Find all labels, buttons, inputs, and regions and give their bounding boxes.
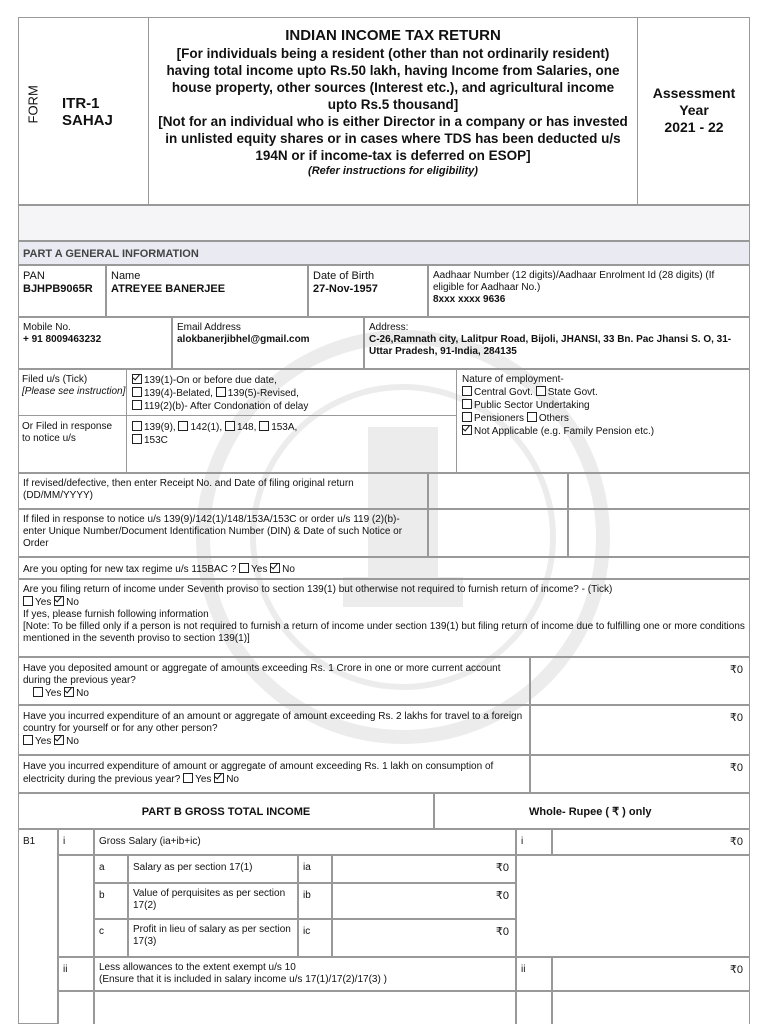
checkbox-153c[interactable] xyxy=(132,434,142,444)
dob-value: 27-Nov-1957 xyxy=(313,283,378,295)
form-label: FORM xyxy=(25,85,41,124)
option-label: 119(2)(b)- After Condonation of delay xyxy=(144,401,309,412)
regime-row xyxy=(18,557,750,579)
seventh-proviso-row xyxy=(18,579,750,657)
checkbox-139-1[interactable] xyxy=(132,374,142,384)
part-b-title: PART B GROSS TOTAL INCOME xyxy=(18,793,434,829)
form-label-vertical xyxy=(24,85,48,129)
aadhaar-value: 8xxx xxxx 9636 xyxy=(433,294,506,305)
travel-question-cell xyxy=(18,705,530,755)
filed-options xyxy=(132,374,452,413)
less-allowances-amount[interactable]: ₹0 xyxy=(552,957,750,991)
gross-salary-label: Gross Salary (ia+ib+ic) xyxy=(94,829,516,855)
email-cell xyxy=(172,317,364,369)
yes-label: Yes xyxy=(251,564,268,575)
salary-17-1-label: Salary as per section 17(1) xyxy=(128,855,298,883)
less-allowances-label: Less allowances to the extent exempt u/s 10 xyxy=(99,962,296,973)
option-label: 139(4)-Belated, xyxy=(144,388,213,399)
option-label: 139(5)-Revised, xyxy=(227,388,299,399)
option-label: 139(9), xyxy=(144,422,176,433)
form-name: SAHAJ xyxy=(62,112,113,129)
next-row-cell xyxy=(516,991,552,1024)
electricity-question: Have you incurred expenditure of amount or aggregate of amount exceeding Rs. 1 lakh on consumption of electricity during the previous year? xyxy=(23,761,494,785)
dob-label: Date of Birth xyxy=(313,270,375,282)
checkbox-142-1[interactable] xyxy=(178,421,188,431)
instructions-note: (Refer instructions for eligibility) xyxy=(308,165,478,177)
less-allowances-cell xyxy=(94,957,516,991)
yes-label: Yes xyxy=(35,736,52,747)
form-title-block xyxy=(156,27,630,178)
form-code-block xyxy=(62,95,113,129)
next-row-cell xyxy=(94,991,516,1024)
aadhaar-cell xyxy=(428,265,750,317)
notice-options xyxy=(132,421,342,447)
yes-label: Yes xyxy=(35,597,52,608)
email-value: alokbanerjibhel@gmail.com xyxy=(177,334,310,345)
spacer-cell xyxy=(58,855,94,957)
notice-question: If filed in response to notice u/s 139(9)/142(1)/148/153A/153C or order u/s 119 (2)(b)- enter Unique Number/Document Identification Number (DIN) & Date of such Notice or Order xyxy=(18,509,428,557)
travel-yes-checkbox[interactable] xyxy=(23,735,33,745)
deposit-question-cell xyxy=(18,657,530,705)
filed-label-main: Filed u/s (Tick) xyxy=(22,374,88,385)
row-ii-code: ii xyxy=(516,957,552,991)
assessment-year-value: 2021 - 22 xyxy=(664,119,724,135)
aadhaar-label: Aadhaar Number (12 digits)/Aadhaar Enrolment Id (28 digits) (If eligible for Aadhaar No.) xyxy=(433,270,715,293)
option-label: Public Sector Undertaking xyxy=(474,400,590,411)
salary-17-1-amount[interactable]: ₹0 xyxy=(332,855,516,883)
next-row-cell xyxy=(58,991,94,1024)
mobile-value: + 91 8009463232 xyxy=(23,334,102,345)
b1-label: B1 xyxy=(18,829,58,1024)
option-label: State Govt. xyxy=(547,387,598,398)
seventh-note: [Note: To be filled only if a person is not required to furnish a return of income under section 139(1) but filing return of income due to fulfilling one or more conditions mentioned in the seventh proviso to section 139(1)] xyxy=(23,621,745,644)
perquisites-label: Value of perquisites as per section 17(2) xyxy=(128,883,298,919)
perquisites-amount[interactable]: ₹0 xyxy=(332,883,516,919)
receipt-no-field[interactable] xyxy=(428,473,568,509)
ic-code: ic xyxy=(298,919,332,957)
seventh-yes-checkbox[interactable] xyxy=(23,596,33,606)
divider xyxy=(456,369,457,473)
filed-label-hint: [Please see instruction] xyxy=(22,386,126,397)
name-value: ATREYEE BANERJEE xyxy=(111,283,226,295)
address-label: Address: xyxy=(369,322,409,333)
revised-question: If revised/defective, then enter Receipt No. and Date of filing original return (DD/MM/YYYY) xyxy=(18,473,428,509)
itr-form-page xyxy=(18,17,750,1024)
din-field[interactable] xyxy=(428,509,568,557)
less-allowances-note: (Ensure that it is included in salary income u/s 17(1)/17(2)/17(3) ) xyxy=(99,974,387,985)
checkbox-139-5[interactable] xyxy=(216,387,226,397)
seventh-question: Are you filing return of income under Seventh proviso to section 139(1) but otherwise not required to furnish return of income? - (Tick) xyxy=(23,584,613,595)
option-label: 153C xyxy=(144,435,168,446)
empty-cell xyxy=(516,855,750,957)
deposit-no-checkbox[interactable] xyxy=(64,687,74,697)
option-label: Not Applicable (e.g. Family Pension etc.) xyxy=(474,426,655,437)
notice-label: Or Filed in response to notice u/s xyxy=(22,421,113,444)
yes-label: Yes xyxy=(45,688,62,699)
assessment-year-block xyxy=(640,85,748,136)
row-a-label: a xyxy=(94,855,128,883)
travel-question: Have you incurred expenditure of an amount or aggregate of amount exceeding Rs. 2 lakhs for travel to a foreign country for yourself or for any other person? xyxy=(23,711,523,734)
no-label: No xyxy=(226,774,239,785)
row-c-label: c xyxy=(94,919,128,957)
deposit-yes-checkbox[interactable] xyxy=(33,687,43,697)
checkbox-pensioners[interactable] xyxy=(462,412,472,422)
no-label: No xyxy=(66,736,79,747)
profit-amount[interactable]: ₹0 xyxy=(332,919,516,957)
travel-no-checkbox[interactable] xyxy=(54,735,64,745)
divider xyxy=(18,415,456,416)
ia-code: ia xyxy=(298,855,332,883)
eligibility-text: [For individuals being a resident (other than not ordinarily resident) having total income upto Rs.50 lakh, having Income from Salaries, one house property, other sources (Interest etc.), and agricultural income upto Rs.5 thousand] xyxy=(166,46,620,112)
deposit-question: Have you deposited amount or aggregate of amounts exceeding Rs. 1 Crore in one or more current account during the previous year? xyxy=(23,663,501,686)
row-i-code: i xyxy=(516,829,552,855)
option-label: Others xyxy=(538,413,569,424)
checkbox-state-govt[interactable] xyxy=(536,386,546,396)
profit-label: Profit in lieu of salary as per section 17(3) xyxy=(128,919,298,957)
no-label: No xyxy=(66,597,79,608)
pan-value: BJHPB9065R xyxy=(23,283,93,295)
electricity-yes-checkbox[interactable] xyxy=(183,773,193,783)
no-label: No xyxy=(76,688,89,699)
email-label: Email Address xyxy=(177,322,241,333)
seventh-no-checkbox[interactable] xyxy=(54,596,64,606)
address-value: C-26,Ramnath city, Lalitpur Road, Bijoli, JHANSI, 33 Bn. Pac Jhansi S. O, 31-Uttar Pradesh, 91-India, 284135 xyxy=(369,334,732,357)
row-i-label: i xyxy=(58,829,94,855)
regime-yes-checkbox[interactable] xyxy=(239,563,249,573)
deposit-amount[interactable]: ₹0 xyxy=(530,657,750,705)
notice-date-field[interactable] xyxy=(568,509,750,557)
option-label: 148, xyxy=(236,422,257,433)
dob-cell xyxy=(308,265,428,317)
regime-question: Are you opting for new tax regime u/s 115BAC ? xyxy=(23,564,237,575)
whole-rupee-label: Whole- Rupee ( ₹ ) only xyxy=(434,793,750,829)
divider xyxy=(126,369,127,473)
pan-label: PAN xyxy=(23,270,45,282)
option-label: Pensioners xyxy=(474,413,525,424)
checkbox-148[interactable] xyxy=(225,421,235,431)
filed-label xyxy=(22,374,126,398)
yes-label: Yes xyxy=(195,774,212,785)
original-filing-date-field[interactable] xyxy=(568,473,750,509)
travel-amount[interactable]: ₹0 xyxy=(530,705,750,755)
regime-no-checkbox[interactable] xyxy=(270,563,280,573)
option-label: 142(1), xyxy=(190,422,223,433)
checkbox-others[interactable] xyxy=(527,412,537,422)
name-label: Name xyxy=(111,270,141,282)
checkbox-119-2b[interactable] xyxy=(132,400,142,410)
pan-cell xyxy=(18,265,106,317)
option-label: Central Govt. xyxy=(474,387,533,398)
ib-code: ib xyxy=(298,883,332,919)
row-ii-label: ii xyxy=(58,957,94,991)
ay-label: Assessment xyxy=(652,85,736,101)
checkbox-central-govt[interactable] xyxy=(462,386,472,396)
next-row-cell xyxy=(552,991,750,1024)
address-cell xyxy=(364,317,750,369)
checkbox-153a[interactable] xyxy=(259,421,269,431)
ay-label: Year xyxy=(679,102,709,118)
option-label: 139(1)-On or before due date, xyxy=(144,375,277,386)
row-b-label: b xyxy=(94,883,128,919)
name-cell xyxy=(106,265,308,317)
mobile-cell xyxy=(18,317,172,369)
gross-salary-amount[interactable]: ₹0 xyxy=(552,829,750,855)
header-divider xyxy=(148,17,149,205)
employment-label: Nature of employment- xyxy=(462,374,564,385)
checkbox-139-9[interactable] xyxy=(132,421,142,431)
employment-options xyxy=(462,374,748,438)
exclusion-text: [Not for an individual who is either Director in a company or has invested in unlisted equity shares or in cases where TDS has been deducted u/s 194N or if income-tax is deferred on ESOP] xyxy=(158,114,628,163)
electricity-question-cell xyxy=(18,755,530,793)
checkbox-139-4[interactable] xyxy=(132,387,142,397)
form-code: ITR-1 xyxy=(62,95,100,112)
header-divider xyxy=(637,17,638,205)
part-a-title: PART A GENERAL INFORMATION xyxy=(18,241,750,265)
seventh-if-yes: If yes, please furnish following information xyxy=(23,609,209,620)
electricity-no-checkbox[interactable] xyxy=(214,773,224,783)
checkbox-psu[interactable] xyxy=(462,399,472,409)
no-label: No xyxy=(282,564,295,575)
form-title: INDIAN INCOME TAX RETURN xyxy=(285,27,501,44)
checkbox-not-applicable[interactable] xyxy=(462,425,472,435)
option-label: 153A, xyxy=(271,422,298,433)
mobile-label: Mobile No. xyxy=(23,322,71,333)
electricity-amount[interactable]: ₹0 xyxy=(530,755,750,793)
blank-row xyxy=(18,205,750,241)
